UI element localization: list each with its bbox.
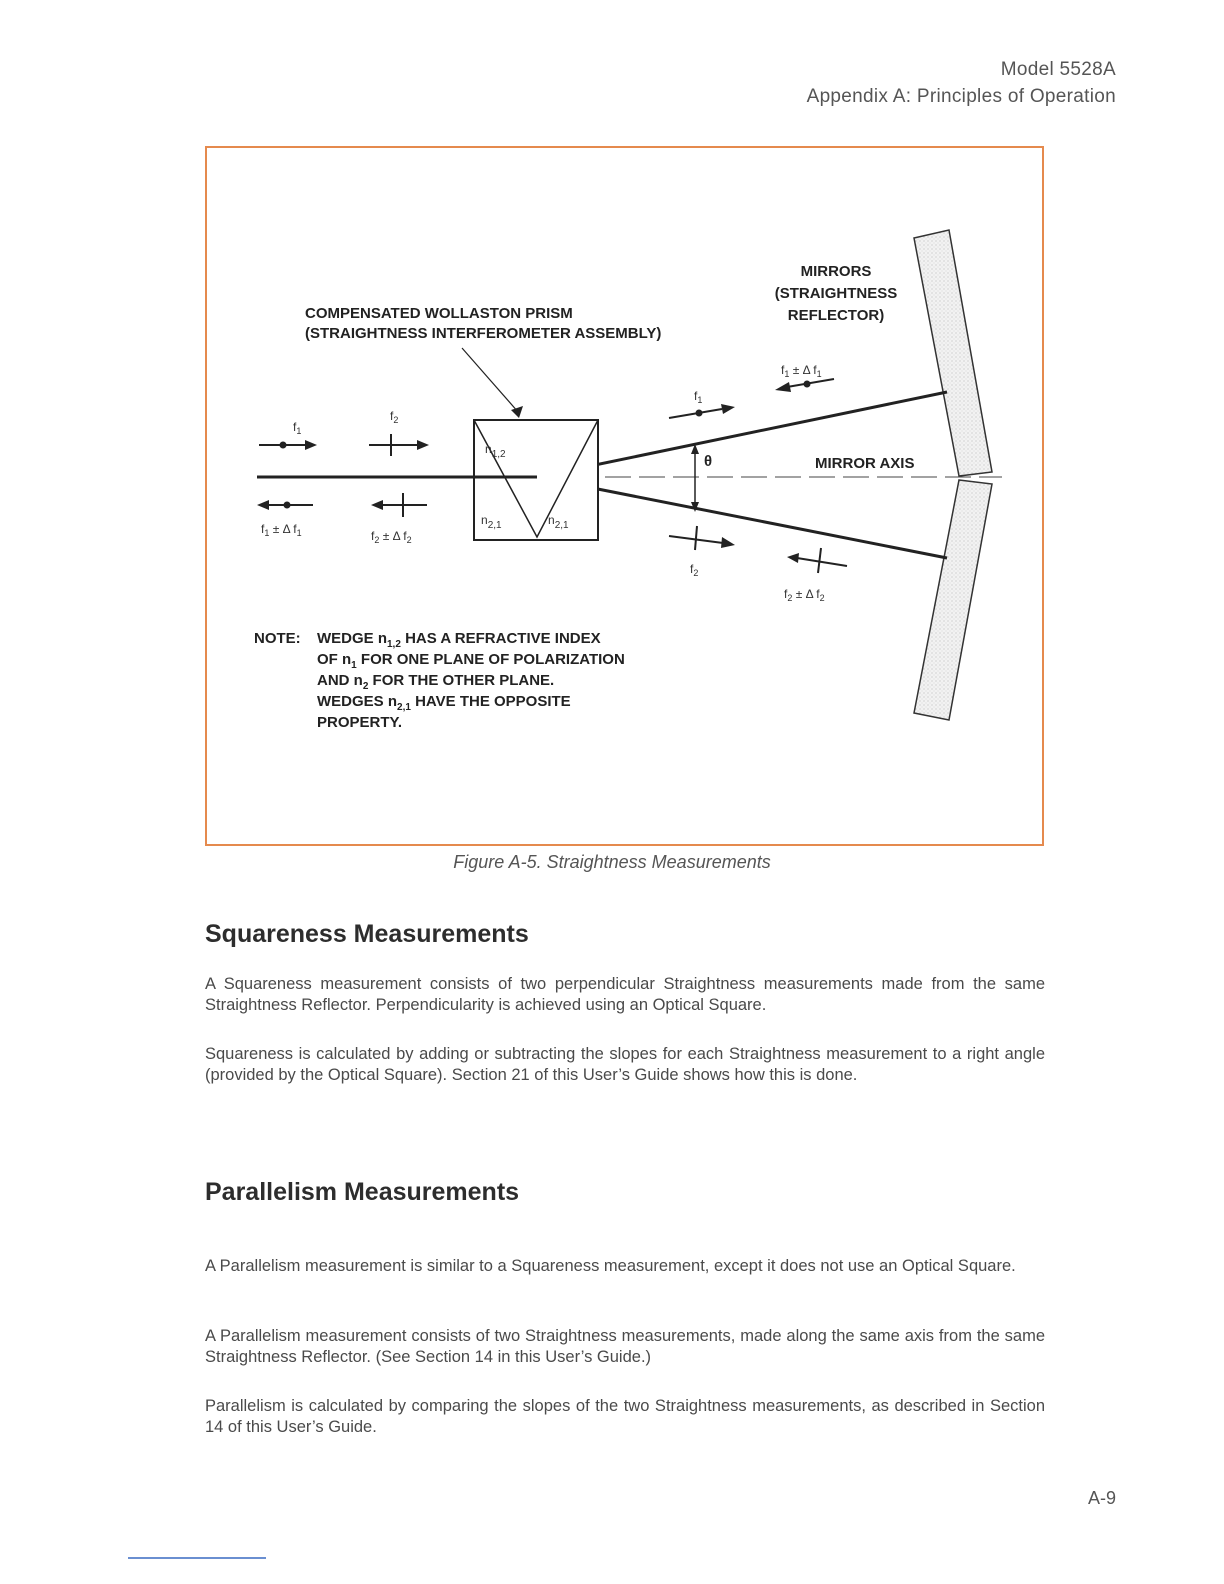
note-line-2: OF $n_1$ FOR ONE PLANE OF POLARIZATION bbox=[317, 651, 625, 671]
squareness-paragraph-1: A Squareness measurement consists of two perpendicular Straightness measurements made from the same Straightness Reflector. Perpendicularity is achieved using an Optical Square. bbox=[205, 975, 1045, 1014]
f2-return-arrow bbox=[371, 493, 427, 517]
mirror-axis-label: MIRROR AXIS bbox=[815, 455, 915, 472]
f2-in-arrow bbox=[369, 434, 429, 456]
section-heading-parallelism: Parallelism Measurements bbox=[205, 1178, 520, 1206]
f2-mirror-label: $f_2 \pm \Delta$ $f_2$ bbox=[784, 587, 825, 603]
figure-note bbox=[254, 630, 625, 731]
f2-lower-label: $f_2$ bbox=[690, 562, 699, 578]
prism-leader-arrowhead bbox=[511, 406, 523, 418]
f2-mirror-arrow bbox=[787, 548, 847, 573]
prism-label-line1: COMPENSATED WOLLASTON PRISM bbox=[305, 305, 573, 322]
f2-return-label: $f_2 \pm \Delta$ $f_2$ bbox=[371, 529, 412, 545]
f1-in-label: $f_1$ bbox=[293, 420, 302, 436]
section-heading-squareness: Squareness Measurements bbox=[205, 920, 529, 948]
figure-frame bbox=[205, 146, 1044, 846]
note-line-4: WEDGES $n_{2,1}$ HAVE THE OPPOSITE bbox=[317, 693, 571, 713]
header-model: Model 5528A bbox=[1000, 59, 1116, 80]
wedge-n21-left-label: $n_{2,1}$ bbox=[481, 513, 502, 531]
parallelism-paragraph-3: Parallelism is calculated by comparing the slopes of the two Straightness measurements, as described in Section 14 of this User’s Guide. bbox=[205, 1397, 1045, 1436]
upper-mirror bbox=[914, 230, 992, 476]
lower-mirror bbox=[914, 480, 992, 720]
note-line-3: AND $n_2$ FOR THE OTHER PLANE. bbox=[317, 672, 555, 692]
figure-caption: Figure A-5. Straightness Measurements bbox=[453, 852, 771, 872]
theta-label: θ bbox=[704, 453, 713, 470]
f1-mirror-arrow bbox=[775, 379, 834, 392]
f1-return-arrow bbox=[257, 500, 313, 510]
f1-in-arrow bbox=[259, 440, 317, 450]
f2-in-label: $f_2$ bbox=[390, 409, 399, 425]
page-header bbox=[807, 56, 1116, 110]
f1-upper-label: $f_1$ bbox=[694, 389, 703, 405]
wedge-n12-label: $n_{1,2}$ bbox=[485, 442, 506, 460]
mirrors-label-line2: (STRAIGHTNESS bbox=[774, 285, 898, 302]
header-appendix: Appendix A: Principles of Operation bbox=[806, 86, 1116, 107]
f1-upper-arrow bbox=[669, 404, 735, 418]
f1-return-label: $f_1 \pm \Delta$ $f_1$ bbox=[261, 522, 302, 538]
parallelism-paragraph-2: A Parallelism measurement consists of two Straightness measurements, made along the same axis from the same Straightness Reflector. (See Section 14 in this User’s Guide.) bbox=[205, 1327, 1045, 1366]
f1-mirror-label: $f_1 \pm \Delta$ $f_1$ bbox=[781, 363, 822, 379]
squareness-paragraph-2: Squareness is calculated by adding or subtracting the slopes for each Straightness measurement to a right angle (provided by the Optical Square). Section 21 of this User’s Guide shows how this is done. bbox=[205, 1045, 1045, 1084]
mirrors-label-line3: REFLECTOR) bbox=[787, 307, 885, 324]
wedge-n21-right-label: $n_{2,1}$ bbox=[548, 513, 569, 531]
note-label: NOTE: bbox=[254, 630, 301, 647]
mirrors-label-line1: MIRRORS bbox=[800, 263, 872, 280]
note-line-5: PROPERTY. bbox=[317, 714, 403, 731]
f2-lower-arrow bbox=[669, 526, 735, 550]
prism-label-line2: (STRAIGHTNESS INTERFEROMETER ASSEMBLY) bbox=[305, 325, 662, 342]
prism-leader-line bbox=[462, 348, 519, 413]
parallelism-paragraph-1: A Parallelism measurement is similar to a Squareness measurement, except it does not use an Optical Square. bbox=[205, 1257, 1016, 1275]
footer-rule bbox=[128, 1557, 266, 1559]
note-line-1: WEDGE $n_{1,2}$ HAS A REFRACTIVE INDEX bbox=[317, 630, 601, 650]
page-number: A-9 bbox=[1087, 1488, 1116, 1508]
straightness-diagram bbox=[207, 148, 1042, 844]
